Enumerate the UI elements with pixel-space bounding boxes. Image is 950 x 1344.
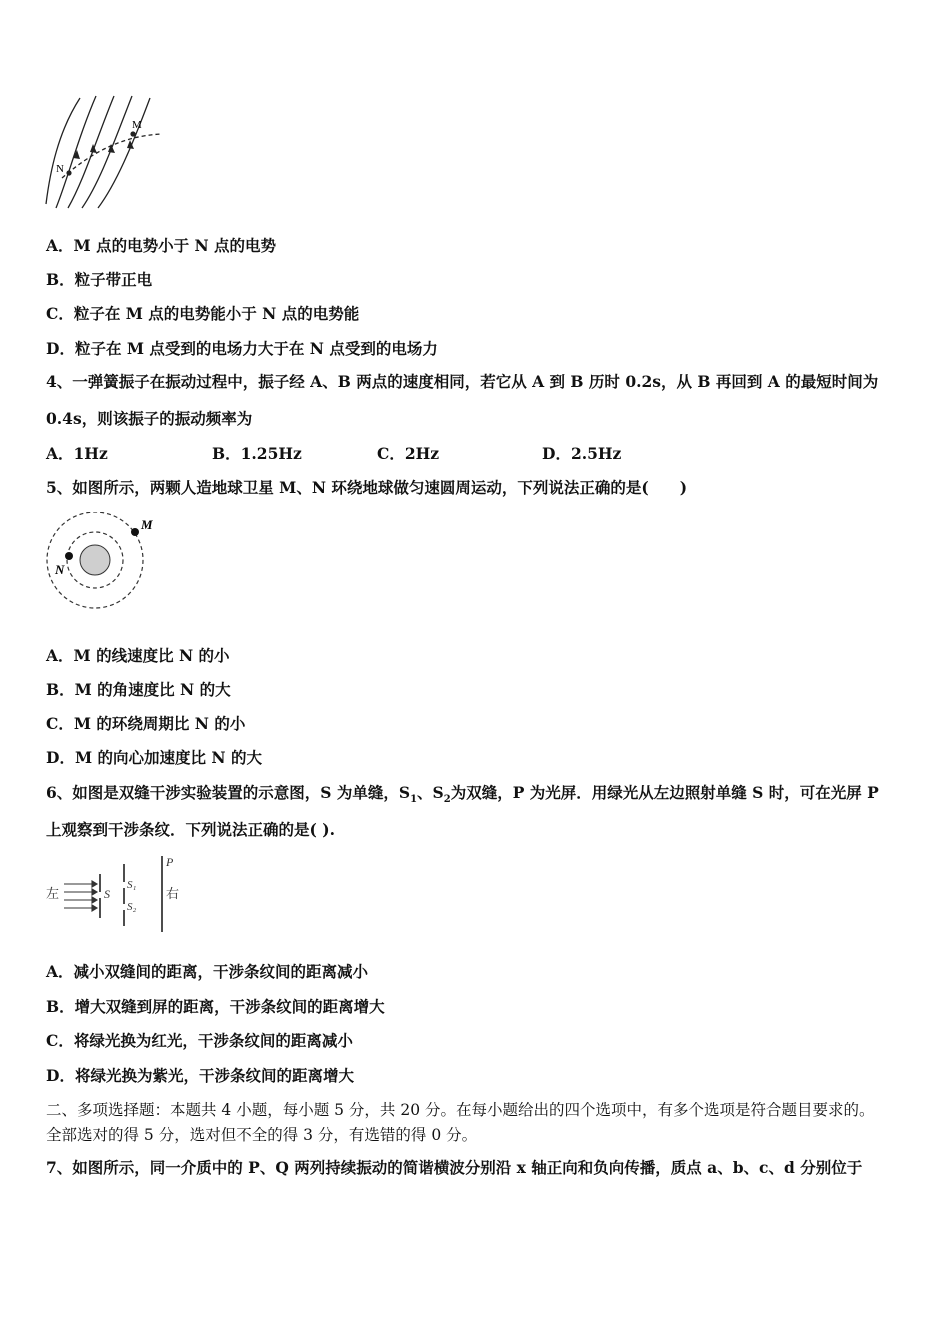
label-s1: S₁: [127, 879, 137, 891]
q3-option-b: B．粒子带正电: [46, 270, 153, 289]
q6-option-c: C．将绿光换为红光，干涉条纹间的距离减小: [46, 1031, 353, 1050]
q6-option-b: B．增大双缝到屏的距离，干涉条纹间的距离增大: [46, 997, 385, 1016]
point-n: [66, 170, 71, 175]
section2-header-line2: 全部选对的得 5 分，选对但不全的得 3 分，有选错的得 0 分。: [46, 1126, 478, 1144]
satellite-n: [65, 552, 73, 560]
satellite-m: [131, 528, 139, 536]
field-lines-figure: [40, 92, 170, 212]
earth: [80, 545, 110, 575]
label-n: N: [56, 163, 64, 175]
q4-option-d: D．2.5Hz: [542, 444, 622, 463]
label-m: M: [141, 517, 153, 532]
label-left: 左: [46, 886, 60, 901]
label-right: 右: [166, 886, 180, 901]
label-s2: S₂: [127, 901, 137, 913]
q5-option-b: B．M 的角速度比 N 的大: [46, 680, 231, 699]
label-n: N: [55, 562, 65, 577]
q4-stem-line2: 0.4s，则该振子的振动频率为: [46, 409, 253, 428]
q5-option-d: D．M 的向心加速度比 N 的大: [46, 748, 262, 767]
q5-option-c: C．M 的环绕周期比 N 的小: [46, 714, 246, 733]
q3-option-a: A．M 点的电势小于 N 点的电势: [46, 236, 277, 255]
q4-option-b: B．1.25Hz: [212, 444, 302, 463]
q7-stem: 7、如图所示，同一介质中的 P、Q 两列持续振动的简谐横波分别沿 x 轴正向和负向传播，质点 a、b、c、d 分别位于: [46, 1158, 863, 1177]
q6-stem-line2: 上观察到干涉条纹．下列说法正确的是( ).: [46, 820, 335, 839]
q3-option-c: C．粒子在 M 点的电势能小于 N 点的电势能: [46, 304, 360, 323]
q4-option-a: A．1Hz: [46, 444, 108, 463]
q4-option-c: C．2Hz: [377, 444, 440, 463]
q6-option-d: D．将绿光换为紫光，干涉条纹间的距离增大: [46, 1066, 354, 1085]
arrow-icon: [90, 144, 97, 153]
q6-stem-line1: 6、如图是双缝干涉实验装置的示意图，S 为单缝，$S_1$、$S_2$为双缝，P 为光屏．用绿光从左边照射单缝 S 时，可在光屏 P: [46, 783, 879, 806]
label-s: S: [104, 887, 110, 901]
q3-option-d: D．粒子在 M 点受到的电场力大于在 N 点受到的电场力: [46, 339, 438, 358]
q5-option-a: A．M 的线速度比 N 的小: [46, 646, 230, 665]
double-slit-figure: [44, 852, 194, 934]
orbits-figure: [40, 512, 170, 612]
q6-option-a: A．减小双缝间的距离，干涉条纹间的距离减小: [46, 962, 369, 981]
q4-stem-line1: 4、一弹簧振子在振动过程中，振子经 A、B 两点的速度相同，若它从 A 到 B 历时 0.2s，从 B 再回到 A 的最短时间为: [46, 372, 879, 391]
point-m: [130, 131, 135, 136]
label-m: M: [132, 119, 142, 131]
label-p: P: [166, 855, 174, 869]
field-line: [98, 98, 150, 208]
arrow-icon: [108, 144, 115, 153]
section2-header-line1: 二、多项选择题：本题共 4 小题，每小题 5 分，共 20 分。在每小题给出的四个选项中，有多个选项是符合题目要求的。: [46, 1101, 875, 1119]
q5-stem: 5、如图所示，两颗人造地球卫星 M、N 环绕地球做匀速圆周运动，下列说法正确的是( ): [46, 478, 688, 497]
